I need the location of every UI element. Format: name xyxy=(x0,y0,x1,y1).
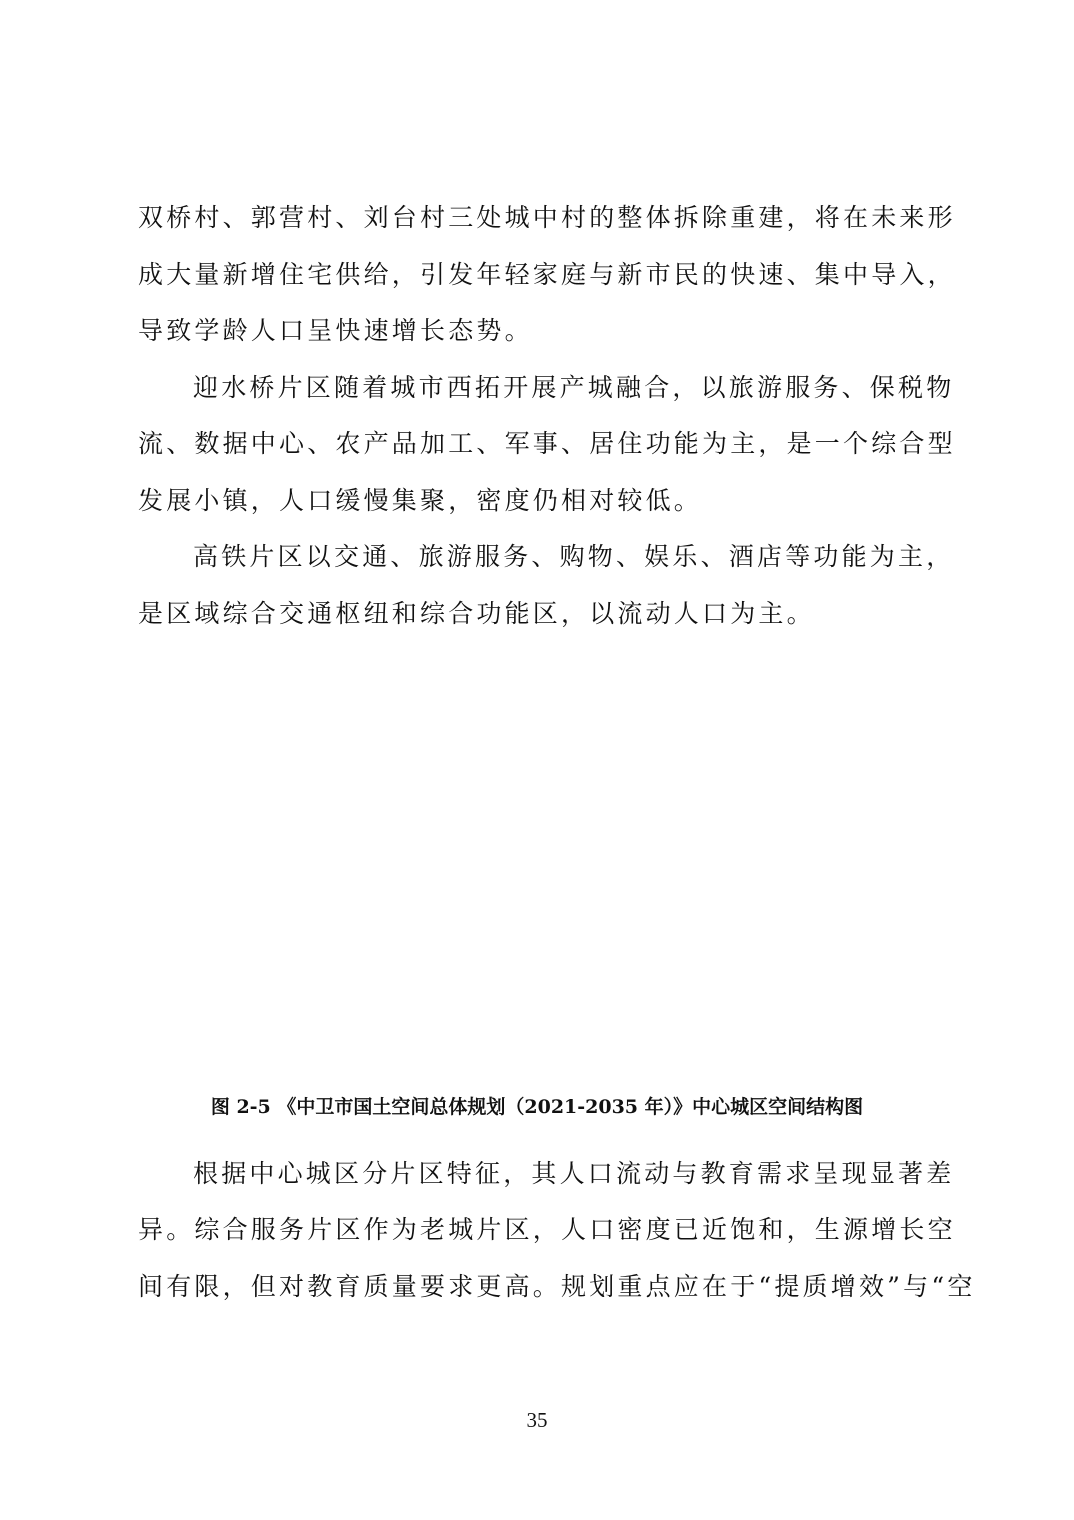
page-number: 35 xyxy=(526,1408,548,1432)
paragraph-2-line-2: 流、数据中心、农产品加工、军事、居住功能为主，是一个综合型 xyxy=(138,429,956,458)
paragraph-3-line-1: 高铁片区以交通、旅游服务、购物、娱乐、酒店等功能为主， xyxy=(193,542,955,571)
paragraph-2-line-3: 发展小镇，人口缓慢集聚，密度仍相对较低。 xyxy=(138,486,703,515)
figure-caption: 图 2-5 《中卫市国土空间总体规划（2021-2035 年）》中心城区空间结构图 xyxy=(210,1096,864,1118)
paragraph-3-line-2: 是区域综合交通枢纽和综合功能区，以流动人口为主。 xyxy=(138,599,815,628)
paragraph-4-line-1: 根据中心城区分片区特征，其人口流动与教育需求呈现显著差 xyxy=(193,1159,955,1188)
paragraph-4-line-2: 异。综合服务片区作为老城片区，人口密度已近饱和，生源增长空 xyxy=(138,1215,956,1244)
paragraph-1-line-2: 成大量新增住宅供给，引发年轻家庭与新市民的快速、集中导入， xyxy=(138,260,956,289)
paragraph-1-line-3: 导致学龄人口呈快速增长态势。 xyxy=(138,316,533,345)
paragraph-4-line-3: 间有限，但对教育质量要求更高。规划重点应在于“提质增效”与“空 xyxy=(138,1272,976,1301)
paragraph-2-line-1: 迎水桥片区随着城市西拓开展产城融合，以旅游服务、保税物 xyxy=(193,373,955,402)
paragraph-1-line-1: 双桥村、郭营村、刘台村三处城中村的整体拆除重建，将在未来形 xyxy=(138,203,956,232)
